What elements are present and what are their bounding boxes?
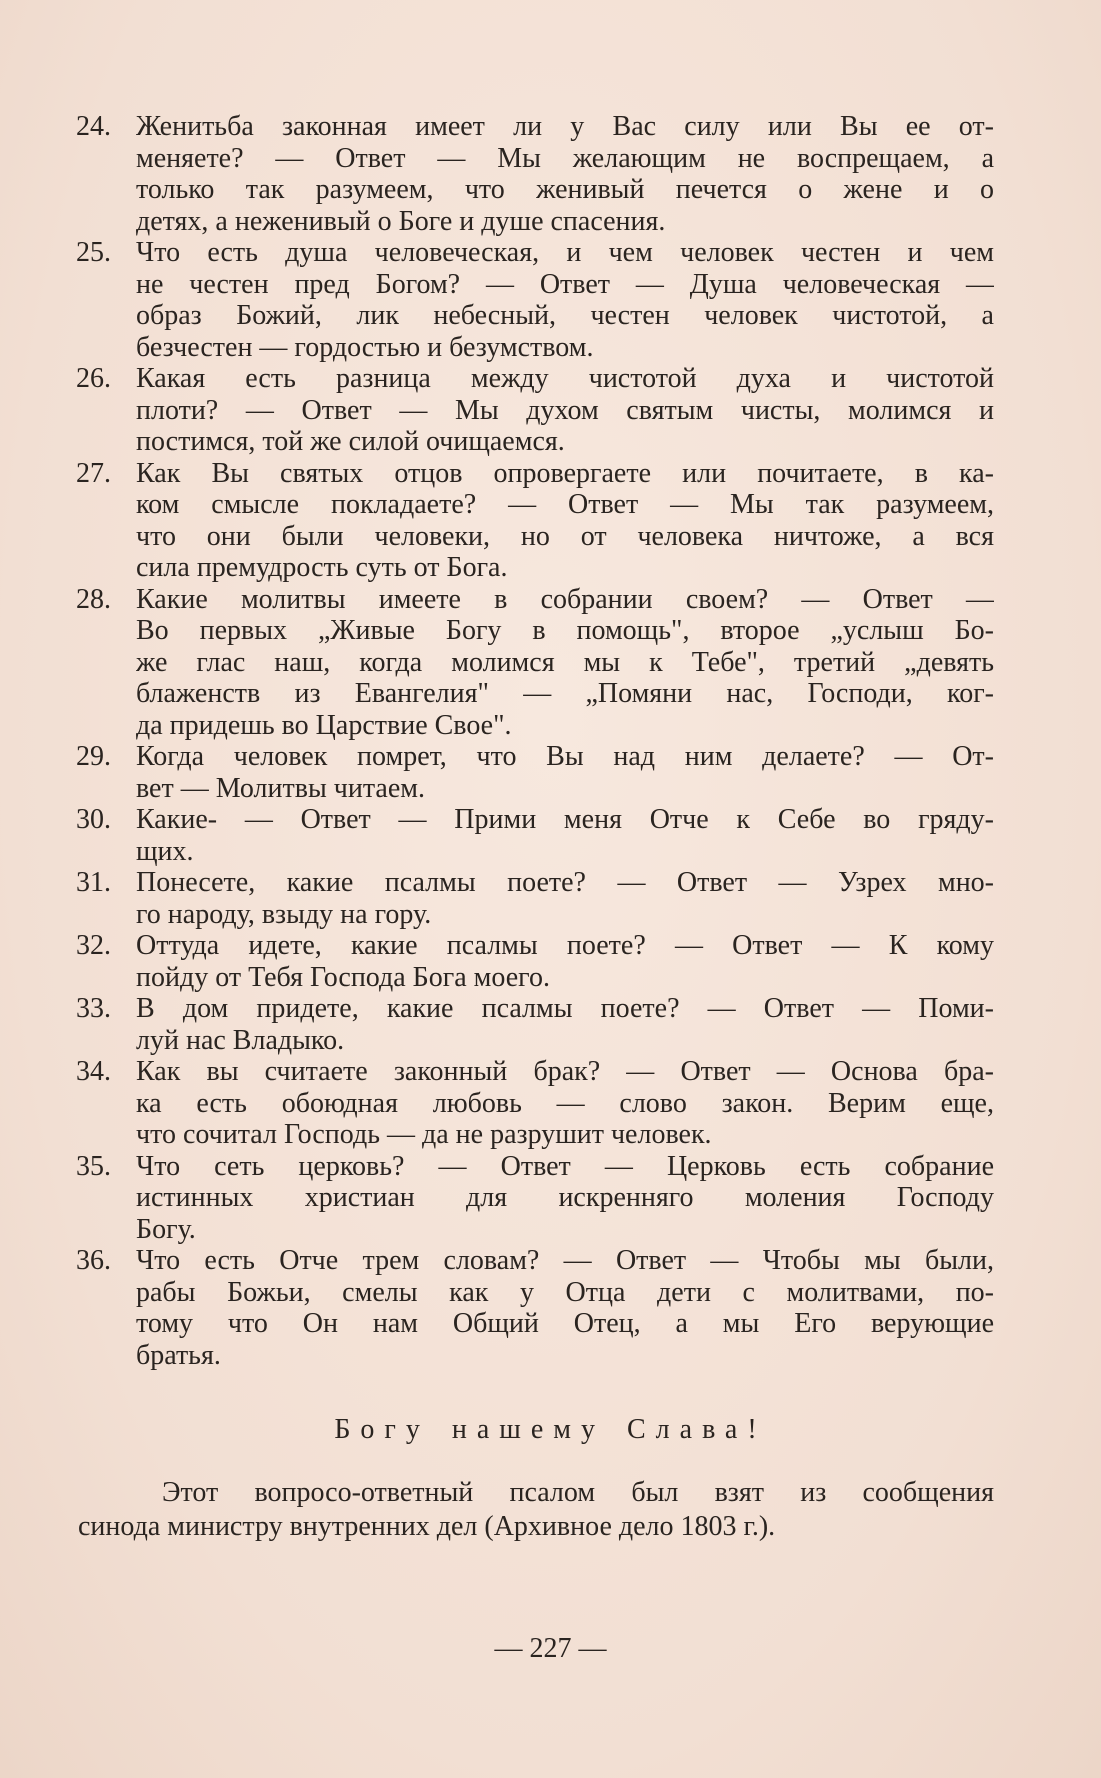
- list-item: [76, 1245, 994, 1371]
- item-text-line: луй нас Владыко.: [136, 1024, 345, 1056]
- item-number: 36.: [76, 1245, 111, 1276]
- item-text-line: истинных христиан для искренняго моления Господу: [136, 1182, 994, 1213]
- source-note-line: синода министру внутренних дел (Архивное дело 1803 г.).: [78, 1511, 776, 1542]
- item-text-line: Как Вы святых отцов опровергаете или почитаете, в ка-: [136, 457, 994, 489]
- item-number: 31.: [76, 867, 111, 898]
- item-text-line: детях, а неженивый о Боге и душе спасения.: [136, 205, 666, 237]
- item-text-line: В дом придете, какие псалмы поете? — Ответ — Поми-: [136, 993, 994, 1024]
- item-text-line: не честен пред Богом? — Ответ — Душа человеческая —: [136, 268, 994, 300]
- item-text-line: ком смысле покладаете? — Ответ — Мы так разумеем,: [136, 489, 994, 520]
- item-text-line: меняете? — Ответ — Мы желающим не воспрещаем, а: [136, 142, 994, 174]
- item-text-line: Во первых „Живые Богу в помощь", второе „услыш Бо-: [136, 615, 994, 646]
- list-item: [76, 111, 994, 237]
- item-text-line: безчестен — гордостью и безумством.: [136, 331, 594, 363]
- page-number: — 227 —: [494, 1633, 607, 1664]
- list-item: [76, 993, 994, 1056]
- question-answer-list: [76, 111, 994, 1371]
- item-text-line: Какая есть разница между чистотой духа и чистотой: [136, 363, 994, 394]
- item-number: 25.: [76, 237, 111, 268]
- item-text-line: Какие молитвы имеете в собрании своем? — Ответ —: [136, 583, 994, 615]
- item-text-line: рабы Божьи, смелы как у Отца дети с молитвами, по-: [136, 1276, 994, 1308]
- item-text-line: братья.: [136, 1339, 221, 1371]
- list-item: [76, 1056, 994, 1151]
- item-text-line: Богу.: [136, 1213, 196, 1245]
- closing-word: Слава!: [627, 1414, 767, 1445]
- item-text-line: вет — Молитвы читаем.: [136, 772, 425, 804]
- item-text-line: только так разумеем, что женивый печется о жене и о: [136, 174, 994, 205]
- list-item: [76, 363, 994, 458]
- item-number: 35.: [76, 1150, 111, 1182]
- closing-word: нашему: [451, 1414, 605, 1445]
- source-note-line: Этот вопросо-ответный псалом был взят из сообщения: [162, 1477, 994, 1508]
- item-text-line: Что есть Отче трем словам? — Ответ — Чтобы мы были,: [136, 1245, 994, 1276]
- list-item: [76, 458, 994, 584]
- item-text-line: тому что Он нам Общий Отец, а мы Его верующие: [136, 1308, 994, 1339]
- item-text-line: щих.: [136, 835, 194, 867]
- item-text-line: что сочитал Господь — да не разрушит человек.: [136, 1119, 712, 1150]
- item-number: 33.: [76, 993, 111, 1024]
- item-number: 29.: [76, 741, 111, 772]
- list-item: [76, 237, 994, 363]
- item-text-line: Понесете, какие псалмы поете? — Ответ — Узрех мно-: [136, 867, 994, 898]
- item-number: 26.: [76, 363, 111, 394]
- list-item: [76, 1151, 994, 1246]
- item-text-line: Оттуда идете, какие псалмы поете? — Ответ — К кому: [136, 930, 994, 961]
- item-text-line: образ Божий, лик небесный, честен человек чистотой, а: [136, 300, 994, 331]
- item-text-line: ка есть обоюдная любовь — слово закон. Верим еще,: [136, 1087, 994, 1119]
- list-item: [76, 804, 994, 867]
- list-item: [76, 584, 994, 742]
- item-text-line: Что сеть церковь? — Ответ — Церковь есть собрание: [136, 1150, 994, 1182]
- item-text-line: плоти? — Ответ — Мы духом святым чисты, молимся и: [136, 394, 994, 426]
- closing-word: Богу: [334, 1414, 430, 1445]
- item-text-line: Что есть душа человеческая, и чем человек честен и чем: [136, 237, 994, 268]
- item-text-line: Как вы считаете законный брак? — Ответ — Основа бра-: [136, 1056, 994, 1087]
- item-number: 28.: [76, 583, 111, 615]
- closing-doxology: [0, 1414, 1101, 1446]
- item-text-line: Женитьба законная имеет ли у Вас силу или Вы ее от-: [136, 111, 994, 142]
- item-text-line: же глас наш, когда молимся мы к Тебе", третий „девять: [136, 646, 994, 678]
- item-text-line: го народу, взыду на гору.: [136, 898, 432, 930]
- item-text-line: блаженств из Евангелия" — „Помяни нас, Господи, ког-: [136, 678, 994, 709]
- item-text-line: сила премудрость суть от Бога.: [136, 552, 508, 583]
- item-number: 30.: [76, 804, 111, 835]
- item-number: 24.: [76, 111, 111, 142]
- list-item: [76, 867, 994, 930]
- item-text-line: что они были человеки, но от человека ничтоже, а вся: [136, 520, 994, 552]
- item-text-line: пойду от Тебя Господа Бога моего.: [136, 961, 550, 993]
- item-text-line: Какие- — Ответ — Прими меня Отче к Себе во гряду-: [136, 804, 994, 835]
- list-item: [76, 741, 994, 804]
- item-number: 27.: [76, 457, 111, 489]
- item-text-line: постимся, той же силой очищаемся.: [136, 426, 565, 457]
- list-item: [76, 930, 994, 993]
- item-text-line: да придешь во Царствие Свое".: [136, 709, 512, 741]
- item-text-line: Когда человек помрет, что Вы над ним делаете? — От-: [136, 741, 994, 772]
- source-note: [78, 1476, 994, 1544]
- item-number: 34.: [76, 1056, 111, 1087]
- item-number: 32.: [76, 930, 111, 961]
